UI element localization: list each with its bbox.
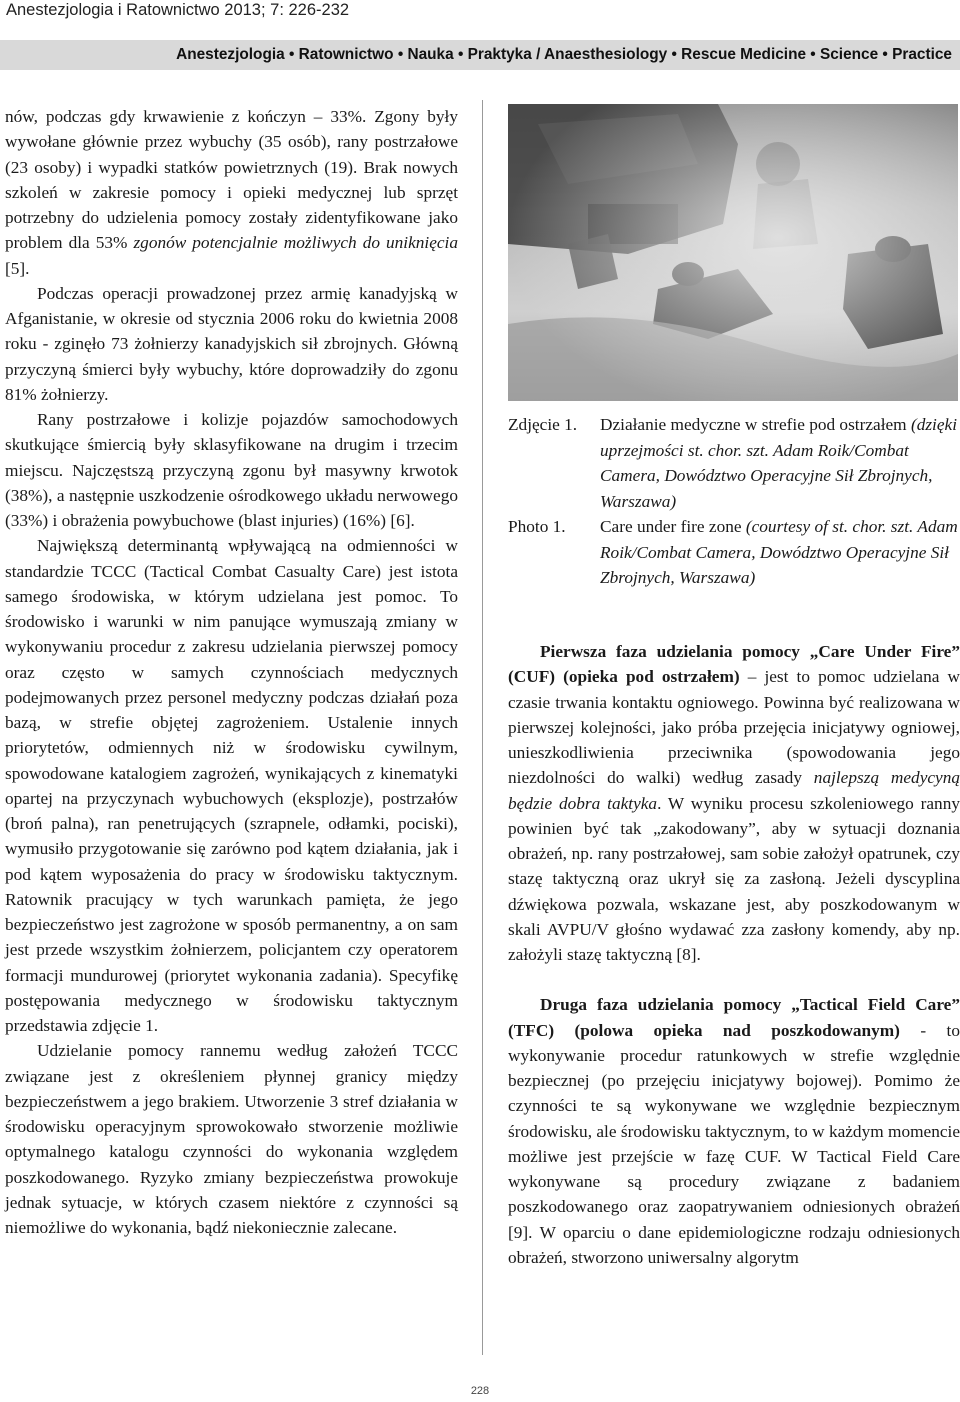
section-1-text-b: . W wyniku procesu szkoleniowego ranny powinien być tak „zakodowany”, aby w sytuacji doznania obrażeń, np. rany postrzałowej, sam sobie założył opatrunek, czy stazę taktyczną oraz ukrył się za zasłoną. Jeżeli dyscyplina dźwiękowa pozwala, wskazane jest, aby poszkodowanym w skali AVPU/V głośno wydawać zza zasłony komendy, aby np. założyli stazę taktyczną [8]. [508, 793, 960, 964]
caption-pl-label: Zdjęcie 1. [508, 415, 578, 434]
caption-en-label: Photo 1. [508, 517, 566, 536]
paragraph-1-text-b: [5]. [5, 258, 30, 278]
running-head: Anestezjologia i Ratownictwo 2013; 7: 226-232 [6, 1, 350, 19]
section-2-heading: Druga faza udzielania pomocy „Tactical Field Care” (TFC) (polowa opieka nad poszkodowanym) [508, 995, 960, 1040]
journal-banner [0, 40, 960, 70]
caption-pl-text-a: Działanie medyczne w strefie pod ostrzałem [600, 415, 911, 434]
combat-photo-graphic [508, 104, 958, 401]
section-care-under-fire [508, 639, 960, 967]
caption-polish [508, 412, 960, 514]
caption-english [508, 514, 960, 591]
banner-text: Anestezjologia • Ratownictwo • Nauka • Praktyka / Anaesthesiology • Rescue Medicine • Science • Practice [176, 46, 952, 63]
section-1-text-a: – jest to pomoc udzielana w czasie trwania kontaktu ogniowego. Powinna być realizowana w pierwszej kolejności, jako próba przejęcia inicjatywy ogniowej, unieszkodliwienia przeciwnika (spowodowania jego niezdolności do walki) według zasady [508, 667, 960, 788]
caption-pl-text [600, 412, 960, 514]
right-column [508, 639, 960, 1270]
caption-en-text [600, 514, 960, 591]
column-divider [482, 100, 483, 1355]
paragraph-4: Największą determinantą wpływającą na odmienności w standardzie TCCC (Tactical Combat Casualty Care) jest istota samego środowiska, w którym udzielana jest pomoc. To środowisko i warunki w nim panujące wymuszają zmiany w wykonywaniu procedur z zakresu udzielania pierwszej pomocy oraz często w samych czynnościach medycznych podejmowanych przez personel medyczny podczas działań poza bazą, w strefie objętej zagrożeniem. Ustalenie innych priorytetów, odmiennych niż w środowisku cywilnym, spowodowane katalogiem zagrożeń, wynikających z kinematyki opartej na przyczynach wybuchowych (eksplozje), postrzałów (broń palna), ran penetrujących (szrapnele, odłamki, pociski), wymusiło przygotowanie się zarówno pod kątem działania, jak i pod kątem wyposażenia do pracy w środowisku taktycznym. Ratownik pracujący w tych warunkach pamięta, że jego bezpieczeństwo jest zagrożone w sposób permanentny, a on sam jest przede wszystkim żołnierzem, policjantem czy operatorem formacji mundurowej (priorytet wykonania zadania). Specyfikę postępowania medycznego w środowisku taktycznym przedstawia zdjęcie 1. [5, 536, 458, 1035]
paragraph-1 [5, 104, 458, 281]
paragraph-2: Podczas operacji prowadzonej przez armię kanadyjską w Afganistanie, w okresie od stycznia 2006 roku do kwietnia 2008 roku - zginęło 73 żołnierzy kanadyjskich sił zbrojnych. Główną przyczyną śmierci były wybuchy, które doprowadziły do zgonu 81% żołnierzy. [5, 283, 458, 404]
section-gap [508, 967, 960, 992]
paragraph-1-text-a: nów, podczas gdy krwawienie z kończyn – 33%. Zgony były wywołane głównie przez wybuchy (35 osób), rany postrzałowe (23 osoby) i wypadki statków powietrznych (19). Brak nowych szkoleń w zakresie pomocy i opieki medycznej lub sprzęt potrzebny do udzielenia pomocy zostały zidentyfikowane jako problem dla 53% [5, 107, 458, 253]
left-column [5, 104, 458, 1240]
caption-en-text-a: Care under fire zone [600, 517, 746, 536]
section-tactical-field-care [508, 992, 960, 1270]
combat-photo [508, 104, 958, 401]
caption-pl-italic: (dzięki uprzejmości st. chor. szt. Adam Roik/Combat Camera, Dowództwo Operacyjne Sił Zbrojnych, Warszawa) [600, 415, 958, 511]
paragraph-3: Rany postrzałowe i kolizje pojazdów samochodowych skutkujące śmiercią były sklasyfikowane na drugim i trzecim miejscu. Najczęstszą przyczyną zgonu był masywny krwotok (38%), a następnie uszkodzenie ośrodkowego układu nerwowego (33%) i obrażenia powybuchowe (blast injuries) (16%) [6]. [5, 410, 458, 530]
figure-caption [508, 412, 960, 591]
section-1-heading: Pierwsza faza udzielania pomocy „Care Under Fire” (CUF) (opieka pod ostrzałem) [508, 642, 960, 687]
caption-en-italic: (courtesy of st. chor. szt. Adam Roik/Combat Camera, Dowództwo Operacyjne Sił Zbrojnych, Warszawa) [600, 517, 958, 587]
section-1-italic: najlepszą medycyną będzie dobra taktyka [508, 768, 960, 813]
paragraph-1-italic: zgonów potencjalnie możliwych do uniknięcia [133, 233, 458, 253]
page-number: 228 [470, 1385, 490, 1397]
section-2-text: - to wykonywanie procedur ratunkowych w strefie względnie bezpiecznej (po przejęciu inicjatywy bojowej). Pomimo że czynności te są wykonywane we względnie bezpiecznym środowisku, ale środowisku taktycznym, to w każdym momencie możliwe jest przejście w fazę CUF. W Tactical Field Care wykonywane są procedury związane z badaniem poszkodowanego oraz zaopatrywaniem odniesionych obrażeń [9]. W oparciu o dane epidemiologiczne rodzaju odniesionych obrażeń, stworzono uniwersalny algorytm [508, 1020, 960, 1267]
paragraph-5: Udzielanie pomocy rannemu według założeń TCCC związane jest z określeniem płynnej granicy między bezpieczeństwem a jego brakiem. Utworzenie 3 stref działania w środowisku operacyjnym sprowokowało stworzenie możliwie optymalnego katalogu czynności do wykonania względem poszkodowanego. Ryzyko zmiany bezpieczeństwa prowokuje jednak sytuacje, w których czasem niektóre z czynności są niemożliwe do wykonania, bądź niekoniecznie zalecane. [5, 1041, 458, 1237]
